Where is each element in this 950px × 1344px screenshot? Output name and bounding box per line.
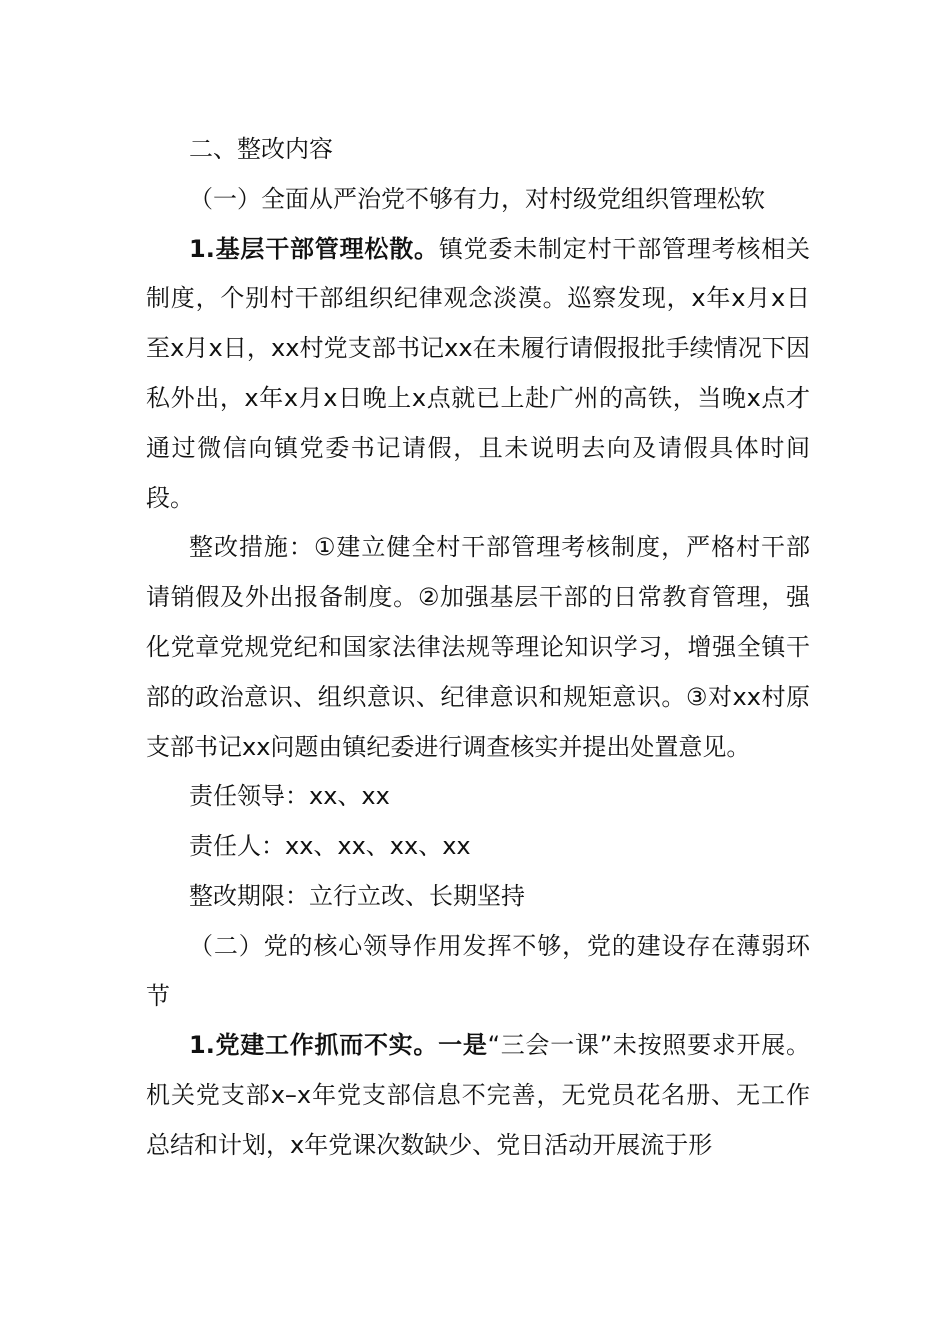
item-lead: 1.基层干部管理松散。 <box>189 234 439 263</box>
rectification-deadline: 整改期限：立行立改、长期坚持 <box>189 881 525 910</box>
paragraph-item-2 <box>146 1021 810 1170</box>
item-lead: 1.党建工作抓而不实。 <box>189 1031 439 1060</box>
responsible-person: 责任人：xx、xx、xx、xx <box>189 832 471 861</box>
subsection-title-2: （二）党的核心领导作用发挥不够，党的建设存在薄弱环节 <box>146 931 810 1010</box>
document-body <box>146 125 810 1171</box>
section-heading: 二、整改内容 <box>189 135 333 163</box>
item-lead-sub: 一是 <box>438 1031 488 1060</box>
subsection-title-1: （一）全面从严治党不够有力，对村级党组织管理松软 <box>189 184 765 213</box>
paragraph-measures: 整改措施：①建立健全村干部管理考核制度，严格村干部请销假及外出报备制度。②加强基层干部的日常教育管理，强化党章党规党纪和国家法律法规等理论知识学习，增强全镇干部的政治意识、组织意识、纪律意识和规矩意识。③对xx村原支部书记xx问题由镇纪委进行调查核实并提出处置意见。 <box>146 533 810 761</box>
item-body: 镇党委未制定村干部管理考核相关制度，个别村干部组织纪律观念淡漠。巡察发现，x年x月x日至x月x日，xx村党支部书记xx在未履行请假报批手续情况下因私外出，x年x月x日晚上x点就已上赴广州的高铁，当晚x点才通过微信向镇党委书记请假，且未说明去向及请假具体时间段。 <box>146 234 810 512</box>
item-body: “三会一课”未按照要求开展。机关党支部x–x年党支部信息不完善，无党员花名册、无工作总结和计划，x年党课次数缺少、党日活动开展流于形 <box>146 1031 810 1159</box>
paragraph-item-1 <box>146 225 810 524</box>
responsible-leader: 责任领导：xx、xx <box>189 782 390 811</box>
